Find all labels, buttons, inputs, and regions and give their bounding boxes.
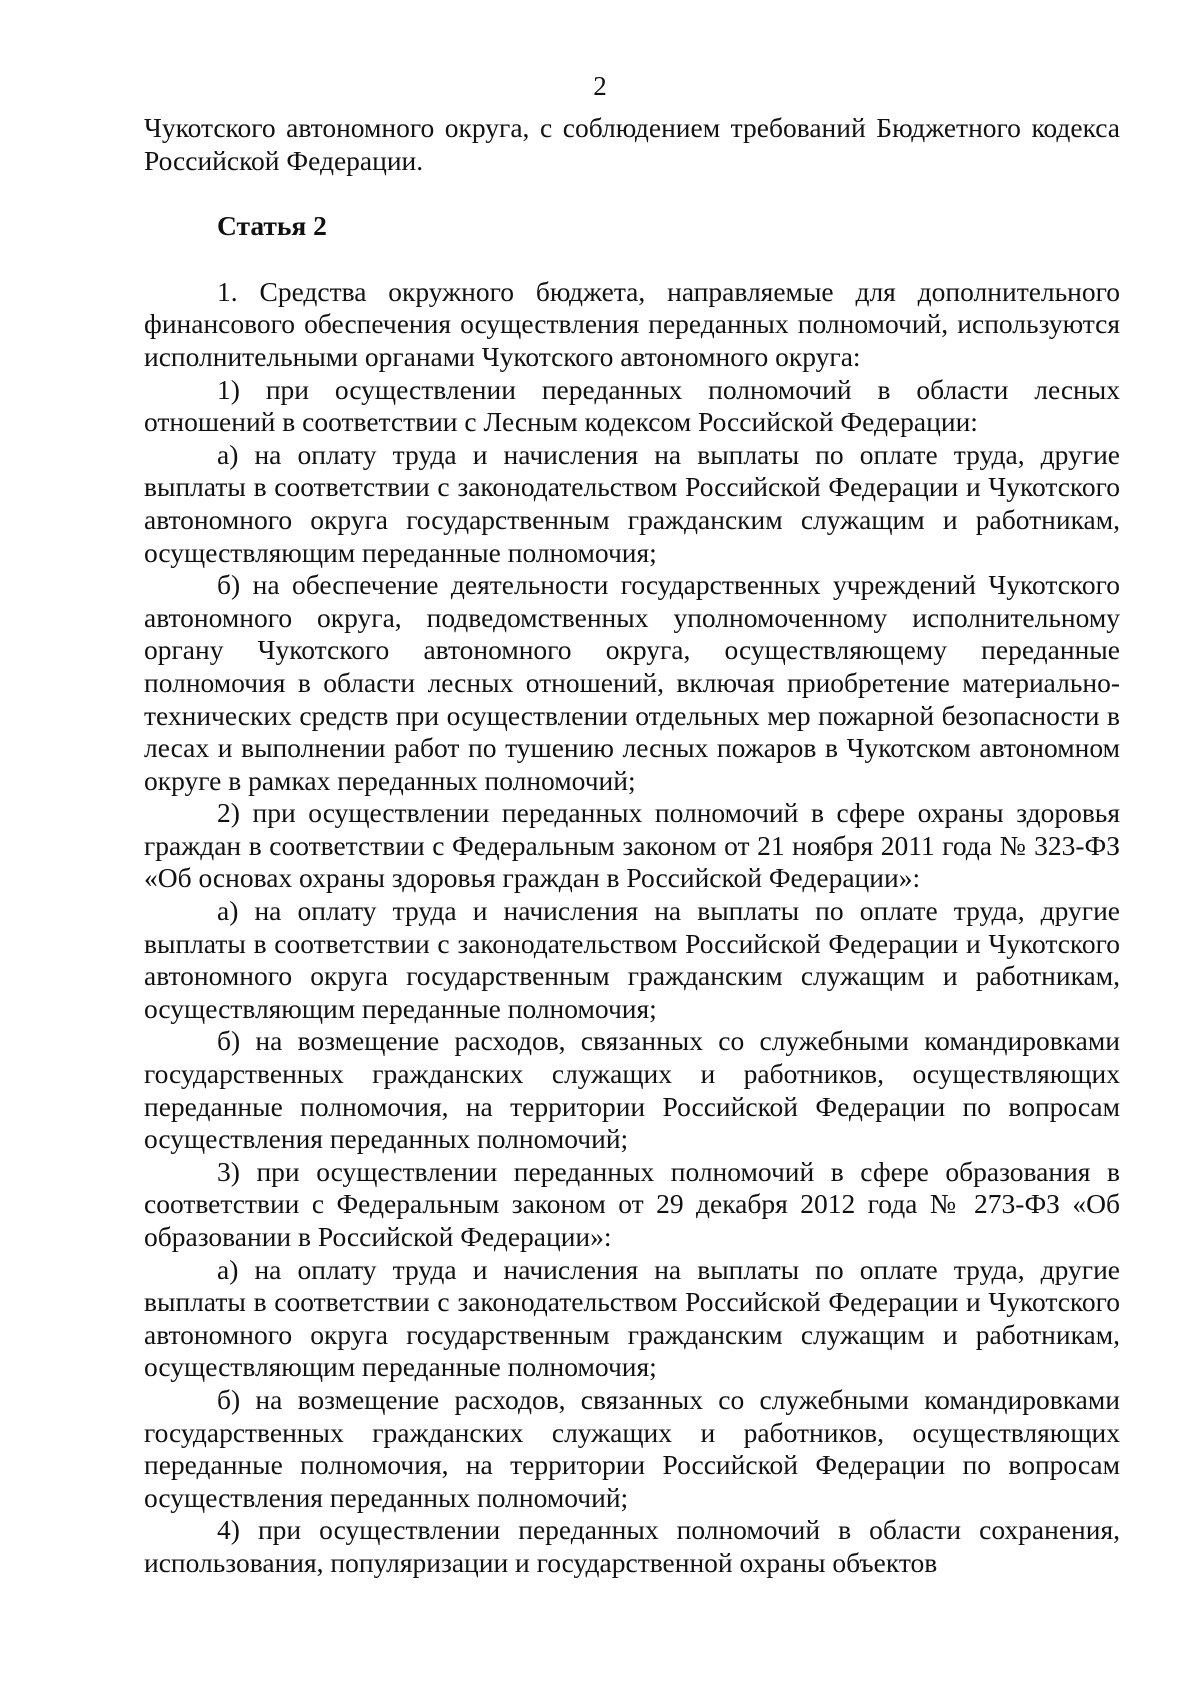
page-number: 2 [593,71,607,101]
paragraph-item-2: 2) при осуществлении переданных полномочий в сфере охраны здоровья граждан в соответствии с Федеральным законом от 21 ноября 2011 года № 323-ФЗ «Об основах охраны здоровья граждан в Российской Федерации»: [144,797,1120,894]
paragraph-item-3a: а) на оплату труда и начисления на выплаты по оплате труда, другие выплаты в соответствии с законодательством Российской Федерации и Чукотского автономного округа государственным гражданским служащим и работникам, осуществляющим переданные полномочия; [144,1253,1120,1383]
paragraph-item-1b: б) на обеспечение деятельности государственных учреждений Чукотского автономного округа, подведомственных уполномоченному исполнительному органу Чукотского автономного округа, осуществляющему переданные полномочия в области лесных отношений, включая приобретение материально-технических средств при осуществлении отдельных мер пожарной безопасности в лесах и выполнении работ по тушению лесных пожаров в Чукотском автономном округе в рамках переданных полномочий; [144,569,1120,796]
paragraph-item-1a: а) на оплату труда и начисления на выплаты по оплате труда, другие выплаты в соответствии с законодательством Российской Федерации и Чукотского автономного округа государственным гражданским служащим и работникам, осуществляющим переданные полномочия; [144,438,1120,568]
paragraph-item-2a: а) на оплату труда и начисления на выплаты по оплате труда, другие выплаты в соответствии с законодательством Российской Федерации и Чукотского автономного округа государственным гражданским служащим и работникам, осуществляющим переданные полномочия; [144,895,1120,1024]
paragraph-item-3b: б) на возмещение расходов, связанных со служебными командировками государственных гражданских служащих и работников, осуществляющих переданные полномочия, на территории Российской Федерации по вопросам осуществления переданных полномочий; [144,1383,1120,1513]
paragraph-item-3: 3) при осуществлении переданных полномочий в сфере образования в соответствии с Федеральным законом от 29 декабря 2012 года № 273-ФЗ «Об образовании в Российской Федерации»: [144,1155,1120,1252]
paragraph-clause-1: 1. Средства окружного бюджета, направляемые для дополнительного финансового обеспечения осуществления переданных полномочий, используются исполнительными органами Чукотского автономного округа: [144,275,1120,372]
document-body [144,112,1120,1580]
paragraph-item-2b: б) на возмещение расходов, связанных со служебными командировками государственных гражданских служащих и работников, осуществляющих переданные полномочия, на территории Российской Федерации по вопросам осуществления переданных полномочий; [144,1025,1120,1155]
paragraph-item-1: 1) при осуществлении переданных полномочий в области лесных отношений в соответствии с Лесным кодексом Российской Федерации: [144,373,1120,438]
paragraph-item-4: 4) при осуществлении переданных полномочий в области сохранения, использования, популяризации и государственной охраны объектов [144,1514,1120,1578]
paragraph-continuation: Чукотского автономного округа, с соблюдением требований Бюджетного кодекса Российской Федерации. [144,112,1120,176]
article-heading: Статья 2 [217,210,327,242]
